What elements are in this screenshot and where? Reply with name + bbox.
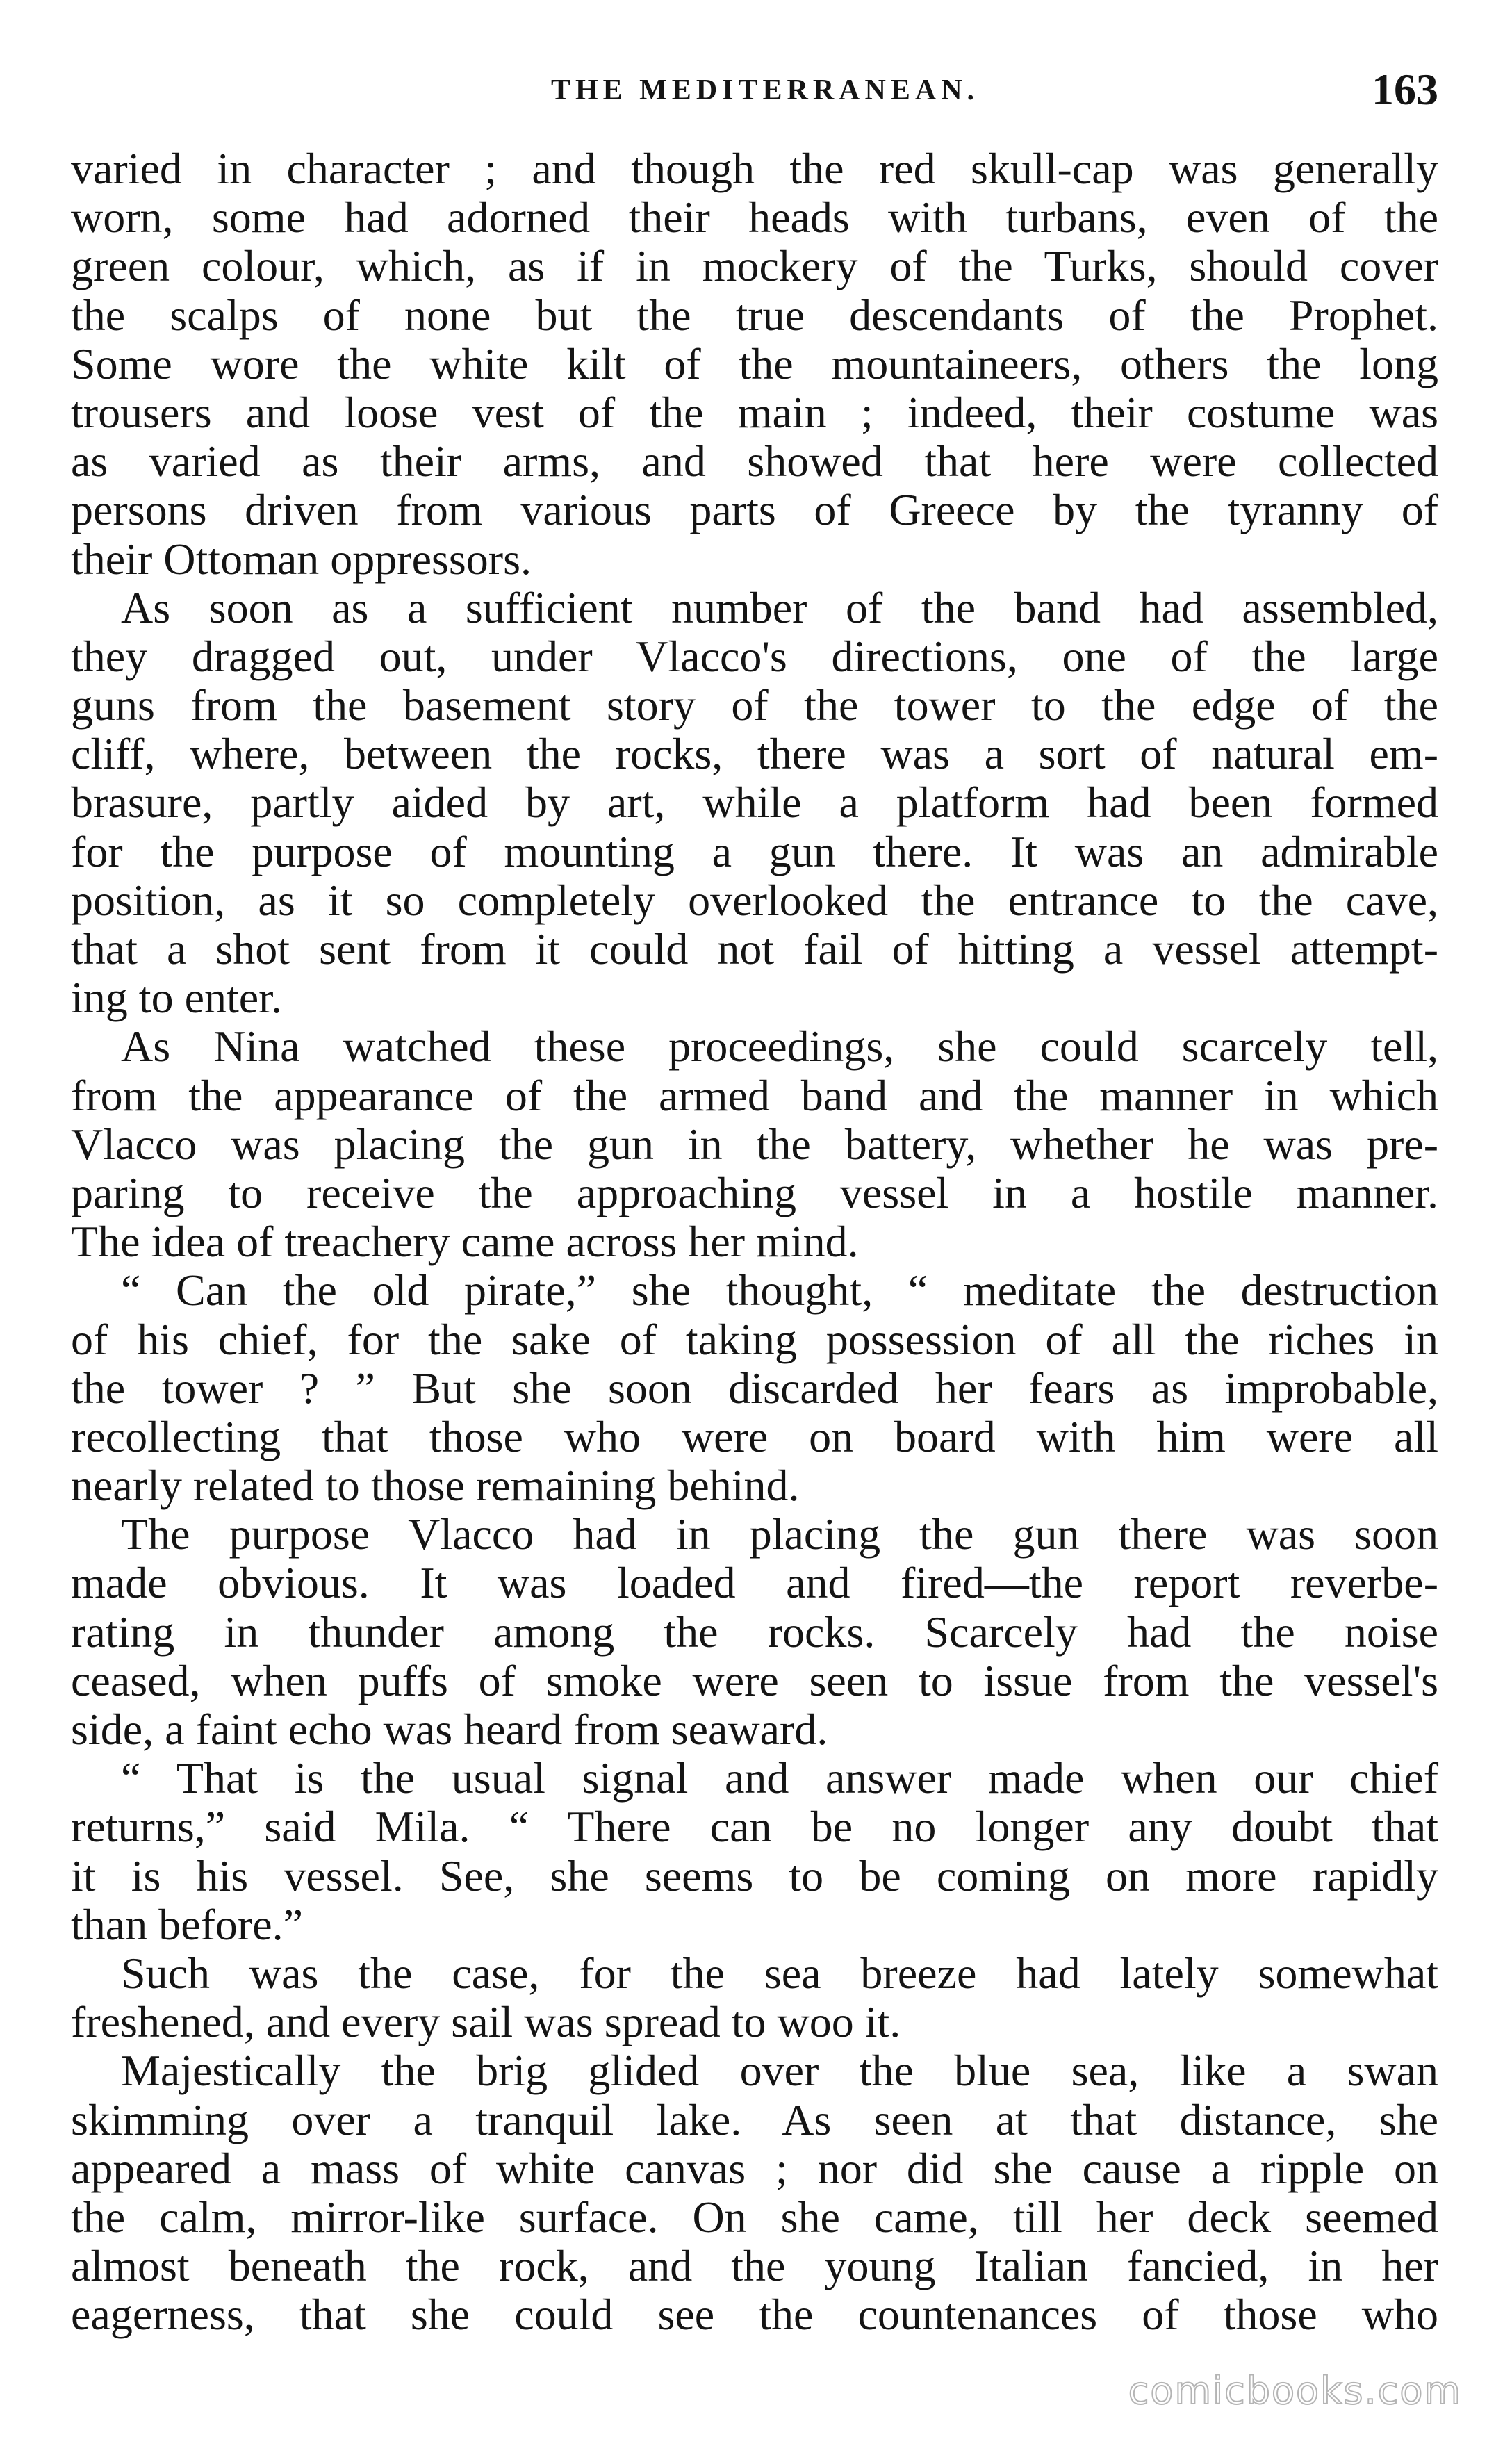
text-line: recollecting that those who were on board with him were all (71, 1411, 1438, 1461)
text-line: their Ottoman oppressors. (71, 534, 532, 584)
text-line: trousers and loose vest of the main ; indeed, their costume was (71, 387, 1438, 437)
text-line: returns,” said Mila. “ There can be no longer any doubt that (71, 1802, 1438, 1852)
text-line: freshened, and every sail was spread to woo it. (71, 1997, 901, 2047)
text-line: As Nina watched these proceedings, she could scarcely tell, (121, 1021, 1438, 1072)
text-line: Such was the case, for the sea breeze had lately somewhat (121, 1948, 1438, 1998)
text-line: rating in thunder among the rocks. Scarcely had the noise (71, 1607, 1438, 1657)
body-text (71, 145, 1438, 2339)
text-line: the calm, mirror-like surface. On she came, till her deck seemed (71, 2192, 1438, 2242)
text-line: nearly related to those remaining behind. (71, 1461, 800, 1511)
text-line: it is his vessel. See, she seems to be coming on more rapidly (71, 1850, 1438, 1901)
text-line: as varied as their arms, and showed that here were collected (71, 436, 1438, 486)
text-line: that a shot sent from it could not fail of hitting a vessel attempt- (71, 924, 1438, 974)
text-line: ceased, when puffs of smoke were seen to issue from the vessel's (71, 1655, 1438, 1705)
text-line: of his chief, for the sake of taking possession of all the riches in (71, 1314, 1438, 1364)
text-line: than before.” (71, 1899, 304, 1949)
text-line: persons driven from various parts of Greece by the tyranny of (71, 485, 1438, 535)
text-line: for the purpose of mounting a gun there. It was an admirable (71, 826, 1438, 876)
text-line: brasure, partly aided by art, while a platform had been formed (71, 778, 1438, 828)
text-line: “ Can the old pirate,” she thought, “ meditate the destruction (121, 1265, 1438, 1315)
text-line: almost beneath the rock, and the young Italian fancied, in her (71, 2241, 1438, 2291)
text-line: Some wore the white kilt of the mountaineers, others the long (71, 338, 1438, 388)
text-line: from the appearance of the armed band and the manner in which (71, 1070, 1438, 1120)
text-line: the scalps of none but the true descendants of the Prophet. (71, 290, 1438, 340)
text-line: skimming over a tranquil lake. As seen at that distance, she (71, 2094, 1438, 2144)
page-number: 163 (1372, 65, 1438, 114)
watermark: comicbooks.com (1128, 2369, 1462, 2413)
text-line: position, as it so completely overlooked the entrance to the cave, (71, 875, 1438, 925)
text-line: The idea of treachery came across her mind. (71, 1217, 859, 1267)
text-line: guns from the basement story of the tower to the edge of the (71, 680, 1438, 730)
text-line: appeared a mass of white canvas ; nor did she cause a ripple on (71, 2143, 1438, 2193)
text-line: varied in character ; and though the red skull-cap was generally (71, 144, 1438, 193)
text-line: paring to receive the approaching vessel in a hostile manner. (71, 1167, 1438, 1217)
text-line: As soon as a sufficient number of the band had assembled, (121, 582, 1438, 632)
text-line: they dragged out, under Vlacco's directions, one of the large (71, 631, 1438, 681)
text-line: worn, some had adorned their heads with turbans, even of the (71, 192, 1438, 243)
text-line: The purpose Vlacco had in placing the gun there was soon (121, 1509, 1438, 1559)
text-line: ing to enter. (71, 973, 282, 1023)
running-title: THE MEDITERRANEAN. (550, 74, 980, 106)
text-line: side, a faint echo was heard from seaward. (71, 1705, 828, 1754)
text-line: “ That is the usual signal and answer made when our chief (121, 1753, 1438, 1803)
text-line: made obvious. It was loaded and fired—the report reverbe- (71, 1558, 1438, 1608)
text-line: Majestically the brig glided over the blue sea, like a swan (121, 2046, 1438, 2096)
text-line: the tower ? ” But she soon discarded her fears as improbable, (71, 1363, 1438, 1413)
text-line: green colour, which, as if in mockery of the Turks, should cover (71, 241, 1438, 291)
text-line: Vlacco was placing the gun in the battery, whether he was pre- (71, 1119, 1438, 1169)
text-line: cliff, where, between the rocks, there was a sort of natural em- (71, 729, 1438, 779)
running-header (71, 64, 1438, 126)
text-line: eagerness, that she could see the countenances of those who (71, 2290, 1438, 2340)
